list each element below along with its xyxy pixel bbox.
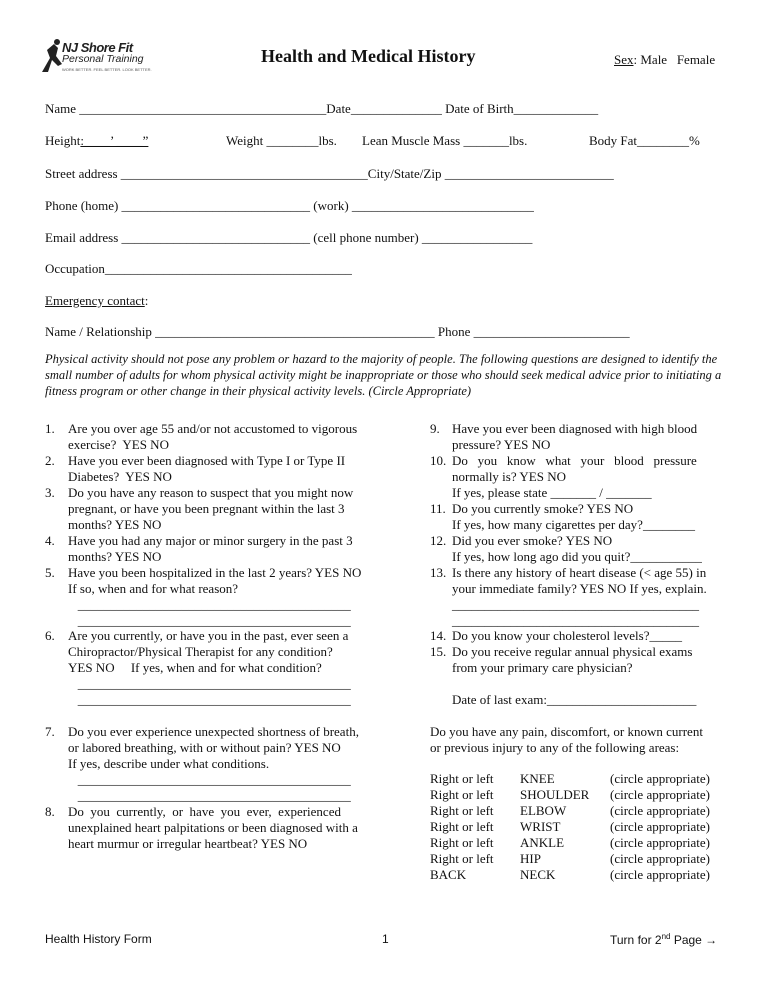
question-line[interactable]: __________________________________________ bbox=[68, 597, 351, 612]
question-line[interactable]: __________________________________________ bbox=[68, 613, 351, 628]
side-option[interactable]: Right or left bbox=[430, 835, 494, 850]
side-option[interactable]: Right or left bbox=[430, 787, 494, 802]
question-number: 15. bbox=[430, 644, 447, 659]
question-line: Have you ever been diagnosed with Type I or Type II bbox=[68, 453, 346, 468]
lean-mass-field[interactable]: Lean Muscle Mass _______lbs. bbox=[362, 133, 528, 148]
question-5[interactable] bbox=[45, 565, 390, 629]
pain-intro-1: Do you have any pain, discomfort, or known current bbox=[430, 724, 703, 739]
circle-appropriate: (circle appropriate) bbox=[610, 867, 710, 882]
question-line: months? YES NO bbox=[68, 549, 162, 564]
body-area[interactable]: WRIST bbox=[520, 819, 561, 834]
logo-line-1: NJ Shore Fit bbox=[62, 40, 133, 55]
circle-appropriate: (circle appropriate) bbox=[610, 851, 710, 866]
address-row[interactable]: Street address ______________________________________City/State/Zip __________________________ bbox=[45, 166, 614, 181]
footer-sup: nd bbox=[661, 932, 671, 941]
question-15[interactable] bbox=[430, 644, 730, 676]
body-area[interactable]: SHOULDER bbox=[520, 787, 590, 802]
question-line: your immediate family? YES NO If yes, explain. bbox=[452, 581, 707, 596]
question-line[interactable]: If yes, how many cigarettes per day?________ bbox=[452, 517, 695, 532]
emergency-contact-heading bbox=[45, 293, 148, 309]
question-12[interactable] bbox=[430, 533, 730, 565]
question-line: or labored breathing, with or without pain? YES NO bbox=[68, 740, 341, 755]
question-line: Diabetes? YES NO bbox=[68, 469, 172, 484]
question-number: 9. bbox=[430, 421, 440, 436]
question-number: 13. bbox=[430, 565, 447, 580]
activity-notice: Physical activity should not pose any problem or hazard to the majority of people. The following questions are designed to identify the small number of adults for whom physical activity might be inappropriate or those who should seek medical advice prior to initiating a fitness program or other change in their physical activity levels. (Circle Appropriate) bbox=[45, 352, 722, 398]
question-number: 1. bbox=[45, 421, 55, 436]
company-logo bbox=[38, 38, 152, 76]
footer-page-number: 1 bbox=[382, 932, 389, 946]
name-row[interactable]: Name ______________________________________Date______________ Date of Birth_____________ bbox=[45, 101, 599, 116]
footer-turn-text: Turn for 2 bbox=[610, 933, 662, 947]
question-number: 11. bbox=[430, 501, 446, 516]
height-field[interactable] bbox=[45, 133, 148, 149]
email-row[interactable]: Email address _____________________________ (cell phone number) _________________ bbox=[45, 230, 533, 245]
question-line: pressure? YES NO bbox=[452, 437, 551, 452]
circle-appropriate: (circle appropriate) bbox=[610, 803, 710, 818]
question-line[interactable]: ______________________________________ bbox=[452, 597, 699, 612]
question-4[interactable] bbox=[45, 533, 390, 565]
logo-line-2: Personal Training bbox=[62, 53, 144, 65]
side-option[interactable]: Right or left bbox=[430, 803, 494, 818]
footer-turn-page bbox=[610, 932, 717, 947]
question-8[interactable] bbox=[45, 804, 390, 852]
question-line[interactable]: __________________________________________ bbox=[68, 788, 351, 803]
question-number: 6. bbox=[45, 628, 55, 643]
circle-appropriate: (circle appropriate) bbox=[610, 819, 710, 834]
question-line: Do you ever experience unexpected shortness of breath, bbox=[68, 724, 359, 739]
question-line[interactable]: If yes, please state _______ / _______ bbox=[452, 485, 652, 500]
question-line: If yes, describe under what conditions. bbox=[68, 756, 270, 771]
sex-options[interactable]: : Male Female bbox=[633, 52, 716, 67]
question-number: 3. bbox=[45, 485, 55, 500]
question-line: Do you currently smoke? YES NO bbox=[452, 501, 634, 516]
logo-tagline: WORK BETTER. FEEL BETTER. LOOK BETTER. bbox=[62, 67, 152, 72]
question-6[interactable] bbox=[45, 628, 390, 708]
circle-appropriate: (circle appropriate) bbox=[610, 835, 710, 850]
question-number: 8. bbox=[45, 804, 55, 819]
occupation-row[interactable]: Occupation______________________________________ bbox=[45, 261, 352, 276]
question-number: 12. bbox=[430, 533, 447, 548]
side-option[interactable]: Right or left bbox=[430, 771, 494, 786]
question-line[interactable]: If yes, how long ago did you quit?___________ bbox=[452, 549, 702, 564]
question-line: Do you have any reason to suspect that you might now bbox=[68, 485, 354, 500]
question-1[interactable] bbox=[45, 421, 390, 453]
question-line: Are you currently, or have you in the past, ever seen a bbox=[68, 628, 349, 643]
question-13[interactable] bbox=[430, 565, 730, 629]
question-line: pregnant, or have you been pregnant within the last 3 bbox=[68, 501, 345, 516]
sex-label: Sex bbox=[614, 52, 634, 67]
body-area[interactable]: ANKLE bbox=[520, 835, 565, 850]
question-line: Do you receive regular annual physical exams bbox=[452, 644, 693, 659]
phone-row[interactable]: Phone (home) _____________________________ (work) ____________________________ bbox=[45, 198, 534, 213]
question-line: If so, when and for what reason? bbox=[68, 581, 239, 596]
page-title: Health and Medical History bbox=[261, 46, 476, 66]
question-11[interactable] bbox=[430, 501, 730, 533]
question-number: 10. bbox=[430, 453, 447, 468]
height-label: Height bbox=[45, 133, 81, 148]
emergency-contact-label: Emergency contact bbox=[45, 293, 145, 308]
side-option[interactable]: Right or left bbox=[430, 819, 494, 834]
question-line: from your primary care physician? bbox=[452, 660, 633, 675]
question-line: months? YES NO bbox=[68, 517, 162, 532]
question-line: heart murmur or irregular heartbeat? YES NO bbox=[68, 836, 308, 851]
question-7[interactable] bbox=[45, 724, 390, 804]
question-line[interactable]: __________________________________________ bbox=[68, 676, 351, 691]
question-line: unexplained heart palpitations or been diagnosed with a bbox=[68, 820, 358, 835]
question-number: 4. bbox=[45, 533, 55, 548]
side-option[interactable]: Right or left bbox=[430, 851, 494, 866]
question-3[interactable] bbox=[45, 485, 390, 533]
question-line: Have you had any major or minor surgery in the past 3 bbox=[68, 533, 353, 548]
weight-field[interactable]: Weight ________lbs. bbox=[226, 133, 337, 148]
question-2[interactable] bbox=[45, 453, 390, 485]
question-number: 7. bbox=[45, 724, 55, 739]
question-line: Have you ever been diagnosed with high blood bbox=[452, 421, 698, 436]
sex-field[interactable] bbox=[614, 52, 715, 68]
last-exam-field[interactable]: Date of last exam:_______________________ bbox=[452, 692, 697, 707]
question-9[interactable] bbox=[430, 421, 730, 453]
body-area[interactable]: KNEE bbox=[520, 771, 555, 786]
question-line: exercise? YES NO bbox=[68, 437, 169, 452]
question-line: Are you over age 55 and/or not accustomed to vigorous bbox=[68, 421, 358, 436]
question-line: Is there any history of heart disease (< age 55) in bbox=[452, 565, 707, 580]
side-option[interactable]: BACK bbox=[430, 867, 467, 882]
question-line[interactable]: __________________________________________ bbox=[68, 692, 351, 707]
relationship-row[interactable]: Name / Relationship ___________________________________________ Phone ________________________ bbox=[45, 324, 630, 339]
question-10[interactable] bbox=[430, 453, 730, 501]
question-number: 14. bbox=[430, 628, 447, 643]
question-line: Have you been hospitalized in the last 2 years? YES NO bbox=[68, 565, 362, 580]
question-line[interactable]: Do you know your cholesterol levels?_____ bbox=[452, 628, 682, 643]
question-line: Do you know what your blood pressure bbox=[452, 453, 697, 468]
question-line: YES NO If yes, when and for what condition? bbox=[68, 660, 322, 675]
circle-appropriate: (circle appropriate) bbox=[610, 787, 710, 802]
footer-turn-text-2: Page → bbox=[670, 933, 718, 947]
question-line: Chiropractor/Physical Therapist for any condition? bbox=[68, 644, 333, 659]
body-area[interactable]: ELBOW bbox=[520, 803, 567, 818]
question-line: Did you ever smoke? YES NO bbox=[452, 533, 613, 548]
question-number: 5. bbox=[45, 565, 55, 580]
body-fat-field[interactable]: Body Fat________% bbox=[589, 133, 700, 148]
question-line: Do you currently, or have you ever, experienced bbox=[68, 804, 341, 819]
emergency-colon: : bbox=[144, 293, 149, 308]
question-line: normally is? YES NO bbox=[452, 469, 566, 484]
circle-appropriate: (circle appropriate) bbox=[610, 771, 710, 786]
pain-intro-2: or previous injury to any of the following areas: bbox=[430, 740, 680, 755]
question-line[interactable]: __________________________________________ bbox=[68, 772, 351, 787]
height-input[interactable]: :____’ ____” bbox=[80, 133, 149, 148]
question-line[interactable]: ______________________________________ bbox=[452, 613, 699, 628]
question-number: 2. bbox=[45, 453, 55, 468]
footer-form-name: Health History Form bbox=[45, 932, 152, 946]
question-14[interactable] bbox=[430, 628, 730, 644]
body-area[interactable]: NECK bbox=[520, 867, 556, 882]
body-area[interactable]: HIP bbox=[520, 851, 541, 866]
